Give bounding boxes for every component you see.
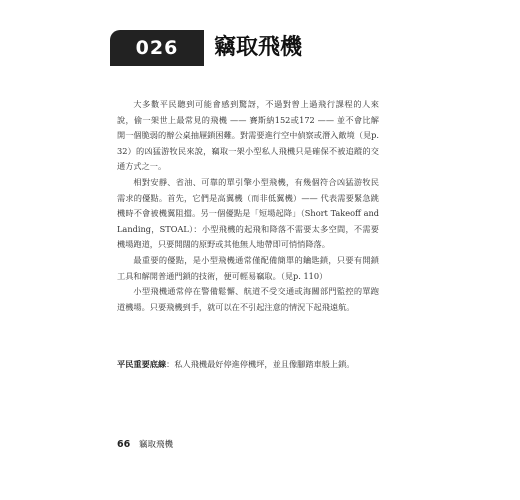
page-number: 66 xyxy=(117,439,131,450)
note-text: ：私人飛機最好停進停機坪，並且像腳踏車般上鎖。 xyxy=(166,359,355,369)
chapter-number-badge: 026 xyxy=(110,30,204,66)
paragraph: 相對安靜、省油、可靠的單引擎小型飛機，有幾個符合凶猛游牧民需求的優點。首先，它們是高翼機（而非低翼機）—— 代表需要緊急跳機時不會被機翼阻擋。另一個優點是「短場起降」（Short Takeoff and Landing，STOAL）：小型飛機的起飛和降落不需要太多空間，不需要機場跑道，只要開闊的原野或其他無人地帶即可悄悄降落。 xyxy=(117,176,379,250)
page-footer xyxy=(117,438,173,452)
bottom-line-note xyxy=(117,357,379,373)
paragraph: 小型飛機通常停在警備鬆懈、航道不受交通或海關部門監控的單跑道機場。只要飛機到手，就可以在不引起注意的情況下起飛遠航。 xyxy=(117,286,379,312)
paragraph: 最重要的優點，是小型飛機通常僅配備簡單的鑰匙鎖，只要有開鎖工具和解開普通門鎖的技術，便可輕易竊取。（見p. 110） xyxy=(117,254,379,281)
paragraph: 大多數平民聽到可能會感到驚訝，不過對曾上過飛行課程的人來說，偷一架世上最常見的飛機 —— 賽斯納152或172 —— 並不會比解開一個脆弱的辦公桌抽屜鎖困難。對需要進行空中偵察或潛入敵境（見p. 32）的凶猛游牧民來說，竊取一架小型私人飛機只是確保不被追蹤的交通方式之一。 xyxy=(117,99,379,172)
running-title: 竊取飛機 xyxy=(138,440,173,450)
body-text xyxy=(117,97,379,315)
note-label: 平民重要底線 xyxy=(117,359,167,369)
chapter-header xyxy=(110,30,410,66)
chapter-title: 竊取飛機 xyxy=(214,35,303,60)
